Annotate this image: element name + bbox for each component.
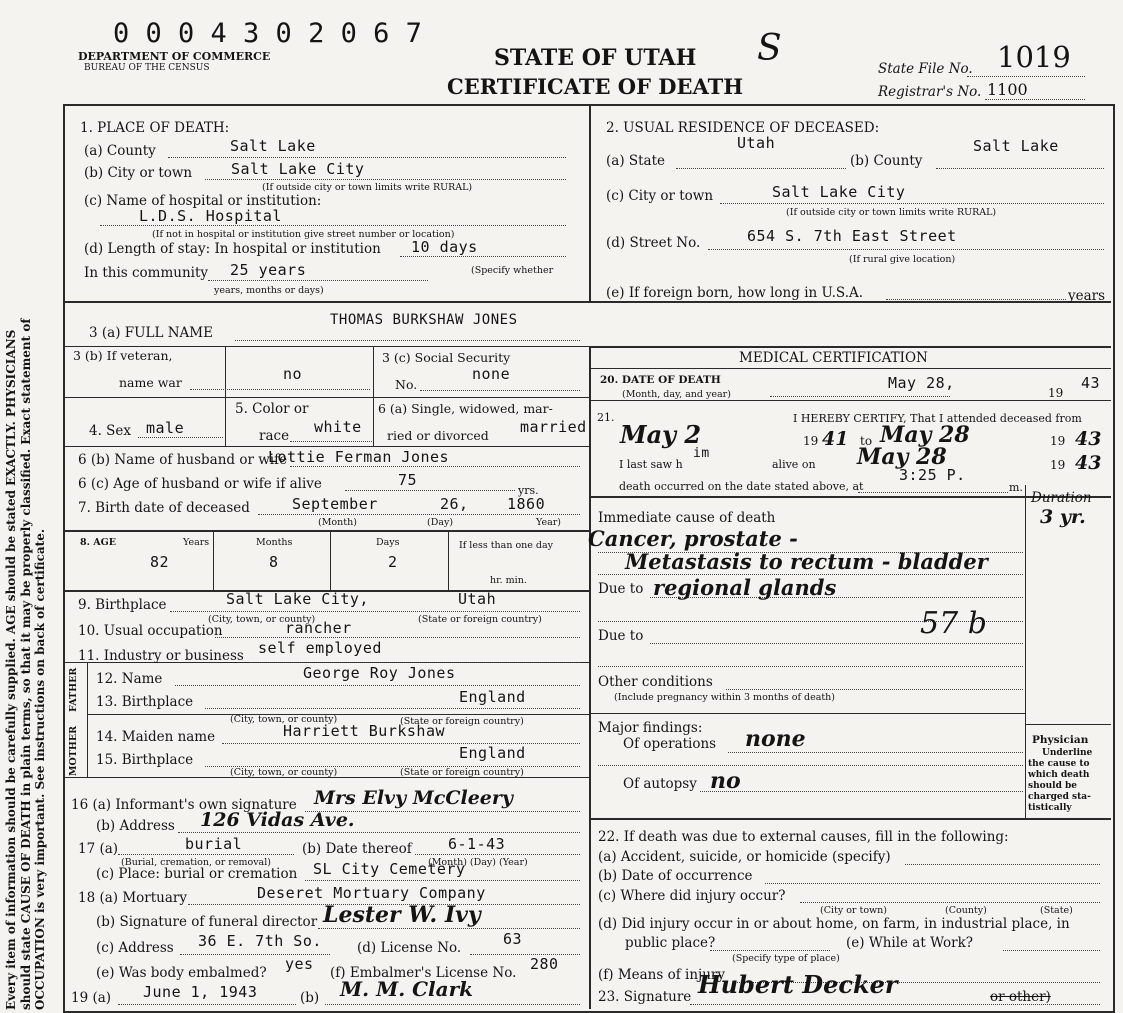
death-city-value: Salt Lake City: [231, 160, 365, 178]
rule-medhead-top: [589, 346, 1111, 348]
signature-label: 23. Signature: [598, 989, 692, 1005]
bp-state-note: (State or foreign country): [418, 614, 542, 625]
death-date-label: 20. DATE OF DEATH: [600, 374, 721, 386]
hospital-note: (If not in hospital or institution give street number or location): [152, 229, 455, 240]
external-a: (a) Accident, suicide, or homicide (specify): [598, 849, 891, 865]
stay-label: (d) Length of stay: In hospital or institution: [84, 241, 381, 257]
age-years-value: 82: [150, 553, 170, 571]
burial-date-label: (b) Date thereof: [302, 841, 412, 857]
registrar-signature: M. M. Clark: [340, 977, 473, 1001]
occupation-value: rancher: [285, 619, 352, 637]
director-signature: Lester W. Ivy: [323, 902, 481, 928]
physician-note-line: charged sta-: [1028, 792, 1091, 802]
physician-note-line: tistically: [1028, 803, 1072, 813]
city-label: (b) City or town: [84, 165, 193, 181]
registrar-label: Registrar's No.: [878, 84, 982, 100]
immediate-cause-label: Immediate cause of death: [598, 510, 776, 526]
birth-label: 7. Birth date of deceased: [78, 500, 250, 516]
foreign-label: (e) If foreign born, how long in U.S.A.: [606, 285, 864, 301]
full-name-value: THOMAS BURKSHAW JONES: [330, 312, 518, 328]
attended-to-year: 43: [1075, 428, 1102, 450]
medical-heading: MEDICAL CERTIFICATION: [739, 350, 928, 366]
marital-label: 6 (a) Single, widowed, mar-: [378, 401, 553, 416]
rule-name-bottom: [63, 346, 590, 347]
residence-heading: 2. USUAL RESIDENCE OF DECEASED:: [606, 120, 880, 136]
ssn-value: none: [472, 365, 511, 383]
burial-place-value: SL City Cemetery: [313, 860, 466, 878]
burial-note: (Burial, cremation, or removal): [121, 857, 271, 868]
rule-external-top: [589, 818, 1111, 820]
death-date-value: May 28,: [888, 374, 955, 392]
state-file-label: State File No.: [878, 61, 973, 77]
war-label: name war: [119, 375, 182, 390]
certify-label: I HEREBY CERTIFY, That I attended deceased from: [793, 412, 1082, 425]
rule-age-c3: [448, 530, 449, 590]
informant-label: 16 (a) Informant's own signature: [71, 797, 297, 813]
birth-year-value: 1860: [507, 495, 546, 513]
birth-month-value: September: [292, 495, 378, 513]
industry-label: 11. Industry or business: [78, 648, 244, 664]
external-city-note: (City or town): [820, 905, 887, 916]
sex-label: 4. Sex: [89, 423, 132, 439]
divider-top-vertical: [589, 104, 591, 302]
month-note: (Month): [318, 517, 357, 528]
autopsy-value: no: [710, 768, 741, 794]
operations-value: none: [745, 726, 806, 752]
external-e: (e) While at Work?: [846, 935, 974, 951]
physician-note-line: should be: [1028, 781, 1078, 791]
bp-city-note: (City, town, or county): [208, 614, 316, 625]
bureau-label: BUREAU OF THE CENSUS: [84, 63, 210, 73]
operations-label: Of operations: [623, 736, 717, 752]
mother-bp-city-note: (City, town, or county): [230, 767, 338, 778]
rule-duration-left: [1025, 485, 1026, 818]
sidebar-line-1: Every item of information should be carefully supplied. AGE should be stated EXACTLY. PHYSICIANS: [4, 329, 18, 1010]
handwritten-mark: S: [757, 28, 782, 69]
major-findings-label: Major findings:: [598, 720, 703, 736]
attended-to-label: to: [860, 434, 873, 448]
birthplace-label: 9. Birthplace: [78, 597, 167, 613]
mortuary-value: Deseret Mortuary Company: [257, 884, 486, 902]
yrs-label: yrs.: [518, 484, 539, 497]
informant-address-label: (b) Address: [96, 818, 175, 834]
physician-note-line: the cause to: [1028, 759, 1090, 769]
due-to-value: regional glands: [653, 575, 837, 600]
mortuary-label: 18 (a) Mortuary: [78, 890, 187, 906]
autopsy-label: Of autopsy: [623, 776, 697, 792]
county-label: (a) County: [84, 143, 156, 159]
years-label: years: [1068, 288, 1106, 304]
rule-sex-right: [225, 397, 226, 446]
year-note: Year): [536, 517, 561, 528]
veteran-value: no: [283, 365, 303, 383]
community-label: In this community: [84, 265, 209, 281]
parent-mother-tag: MOTHER: [68, 726, 79, 776]
physician-note-line: which death: [1028, 770, 1090, 780]
occupation-label: 10. Usual occupation: [78, 623, 223, 639]
mother-bp-label: 15. Birthplace: [96, 752, 194, 768]
external-specify-note: (Specify type of place): [732, 953, 840, 964]
res-state-value: Utah: [737, 134, 776, 152]
rule-age-c1: [213, 530, 214, 590]
informant-signature: Mrs Elvy McCleery: [314, 787, 513, 809]
specify-note: (Specify whether: [471, 265, 554, 276]
lt-day-label: If less than one day: [459, 540, 554, 551]
time-m-label: m.: [1009, 481, 1023, 494]
street-label: (d) Street No.: [606, 235, 701, 251]
res-county-label: (b) County: [850, 153, 923, 169]
duration-label: Duration: [1031, 490, 1092, 506]
rule-age-top: [63, 530, 590, 532]
external-county-note: (County): [945, 905, 987, 916]
hospital-value: L.D.S. Hospital: [139, 207, 282, 225]
marital-label-2: ried or divorced: [387, 428, 489, 443]
mother-name-value: Harriett Burkshaw: [283, 722, 446, 740]
burial-date-value: 6-1-43: [448, 835, 506, 853]
death-time-value: 3:25 P.: [899, 466, 966, 484]
res-state-label: (a) State: [606, 153, 666, 169]
sex-value: male: [146, 419, 185, 437]
external-state-note: (State): [1040, 905, 1073, 916]
last-saw-year-prefix: 19: [1050, 458, 1066, 472]
mortuary-address-value: 36 E. 7th So.: [198, 932, 322, 950]
age-months-value: 8: [269, 553, 279, 571]
physician-title: Physician: [1032, 734, 1089, 746]
mother-bp-state-note: (State or foreign country): [400, 767, 524, 778]
rule-age-c2: [330, 530, 331, 590]
birthplace-state-value: Utah: [458, 590, 497, 608]
full-name-label: 3 (a) FULL NAME: [89, 325, 213, 341]
certificate-number: 0 0 0 4 3 0 2 0 6 7: [113, 18, 422, 49]
rule-findings-top: [589, 713, 1025, 714]
spouse-age-label: 6 (c) Age of husband or wife if alive: [78, 476, 322, 492]
physician-signature: Hubert Decker: [698, 970, 898, 999]
department-label: DEPARTMENT OF COMMERCE: [78, 50, 271, 63]
veteran-label: 3 (b) If veteran,: [73, 348, 173, 363]
street-value: 654 S. 7th East Street: [747, 227, 957, 245]
death-year-prefix: 19: [1048, 386, 1064, 400]
res-city-value: Salt Lake City: [772, 183, 906, 201]
license-value: 63: [503, 930, 523, 948]
spouse-label: 6 (b) Name of husband or wife: [78, 452, 288, 468]
community-value: 25 years: [230, 261, 307, 279]
mother-name-label: 14. Maiden name: [96, 729, 216, 745]
industry-value: self employed: [258, 639, 382, 657]
ssn-label: 3 (c) Social Security: [382, 350, 511, 365]
father-bp-label: 13. Birthplace: [96, 694, 194, 710]
parent-father-tag: FATHER: [68, 667, 79, 712]
burial-date-note: (Month) (Day) (Year): [428, 857, 528, 868]
father-bp-state-note: (State or foreign country): [400, 716, 524, 727]
rural-note: (If rural give location): [849, 254, 956, 265]
rule-physician-top: [1025, 724, 1111, 725]
state-title: STATE OF UTAH: [494, 45, 697, 71]
birth-day-value: 26,: [440, 495, 469, 513]
last-saw-year: 43: [1075, 452, 1102, 474]
external-b: (b) Date of occurrence: [598, 868, 753, 884]
hospital-label: (c) Name of hospital or institution:: [84, 193, 322, 209]
age-label: 8. AGE: [80, 537, 116, 548]
occurred-label: death occurred on the date stated above, at: [619, 480, 864, 493]
age-days-label: Days: [376, 537, 400, 548]
birthplace-city-value: Salt Lake City,: [226, 590, 369, 608]
embalmed-value: yes: [285, 955, 314, 973]
day-note: (Day): [427, 517, 454, 528]
cause-code: 57 b: [920, 606, 987, 641]
rule-date-bottom: [589, 400, 1111, 401]
rule-sex-bottom: [63, 446, 590, 447]
father-bp-value: England: [459, 688, 526, 706]
external-d1: (d) Did injury occur in or about home, on farm, in industrial place, in: [598, 916, 1070, 932]
due-to-label: Due to: [598, 581, 644, 597]
mortuary-address-label: (c) Address: [96, 940, 174, 956]
attended-from-year: 41: [822, 428, 849, 450]
immediate-cause-value: Cancer, prostate -: [588, 526, 798, 551]
rule-medhead-bottom: [589, 368, 1111, 369]
alive-on-label: alive on: [772, 458, 816, 471]
informant-address-value: 126 Vidas Ave.: [200, 809, 355, 831]
rule-vet-bottom: [63, 397, 590, 398]
father-name-label: 12. Name: [96, 671, 163, 687]
burial-value: burial: [185, 835, 243, 853]
burial-place-label: (c) Place: burial or cremation: [96, 866, 298, 882]
city-note: (If outside city or town limits write RURAL): [262, 182, 473, 193]
embalmer-license-label: (f) Embalmer's License No.: [330, 965, 517, 981]
last-saw-pronoun: im: [693, 446, 710, 461]
other-conditions-note: (Include pregnancy within 3 months of death): [614, 692, 836, 703]
physician-note: [1028, 748, 1092, 814]
external-c: (c) Where did injury occur?: [598, 888, 786, 904]
sidebar-line-2: should state CAUSE OF DEATH in plain terms, so that it may be properly classified. Exact statement of: [18, 318, 33, 1010]
burial-label: 17 (a): [78, 841, 119, 857]
res-city-note: (If outside city or town limits write RURAL): [786, 207, 997, 218]
rule-vet-left: [225, 346, 226, 398]
attended-from-year-prefix: 19: [803, 434, 819, 448]
father-name-value: George Roy Jones: [303, 664, 456, 682]
ssn-no-label: No.: [395, 377, 418, 392]
res-city-label: (c) City or town: [606, 188, 714, 204]
embalmed-label: (e) Was body embalmed?: [96, 965, 267, 981]
father-bp-city-note: (City, town, or county): [230, 714, 338, 725]
divider-row1-bottom: [63, 301, 1111, 303]
rule-vet-right: [373, 346, 374, 446]
external-d2: public place?: [625, 935, 716, 951]
registrar-number: 1100: [987, 80, 1028, 99]
death-year-value: 43: [1081, 374, 1101, 392]
immediate-cause-value-2: Metastasis to rectum - bladder: [625, 549, 988, 574]
certificate-title: CERTIFICATE OF DEATH: [447, 74, 744, 99]
filed-label: 19 (a): [71, 990, 112, 1006]
age-years-label: Years: [183, 537, 210, 548]
sidebar-instructions: [4, 50, 48, 1010]
filed-date-value: June 1, 1943: [143, 983, 258, 1001]
state-file-number: 1019: [997, 40, 1071, 74]
director-label: (b) Signature of funeral director: [96, 914, 318, 930]
color-label: 5. Color or: [235, 401, 309, 417]
certify-number: 21.: [597, 411, 615, 424]
place-of-death-heading: 1. PLACE OF DEATH:: [80, 120, 230, 136]
rule-parents-left: [87, 662, 88, 777]
death-date-note: (Month, day, and year): [622, 389, 731, 400]
external-f: (f) Means of injury: [598, 967, 725, 983]
duration-value: 3 yr.: [1040, 506, 1086, 528]
marital-value: married: [520, 418, 587, 436]
embalmer-license-value: 280: [530, 955, 559, 973]
mother-bp-value: England: [459, 744, 526, 762]
other-conditions-label: Other conditions: [598, 674, 713, 690]
race-label: race: [259, 428, 290, 444]
res-county-value: Salt Lake: [973, 137, 1059, 155]
or-other-label: or other): [990, 989, 1051, 1005]
spouse-age-value: 75: [398, 471, 418, 489]
license-label: (d) License No.: [357, 940, 462, 956]
stay-value: 10 days: [411, 238, 478, 256]
rule-parents-mid: [87, 714, 590, 715]
race-value: white: [314, 418, 362, 436]
spouse-value: Lottie Ferman Jones: [268, 448, 450, 466]
specify-note-2: years, months or days): [214, 285, 324, 296]
age-months-label: Months: [256, 537, 293, 548]
due-to-2-label: Due to: [598, 628, 644, 644]
age-days-value: 2: [388, 553, 398, 571]
sidebar-line-3: OCCUPATION is very important. See instructions on back of certificate.: [33, 528, 47, 1010]
external-heading: 22. If death was due to external causes, fill in the following:: [598, 829, 1009, 845]
attended-to-year-prefix: 19: [1050, 434, 1066, 448]
physician-note-line: Underline: [1042, 748, 1093, 758]
filed-b-label: (b): [300, 990, 320, 1006]
last-saw-value: May 28: [857, 444, 947, 470]
attended-to-value: May 28: [880, 422, 970, 448]
last-saw-label: I last saw h: [619, 458, 683, 471]
hr-min-label: hr. min.: [490, 575, 527, 586]
attended-from-value: May 2: [620, 420, 702, 449]
death-county-value: Salt Lake: [230, 137, 316, 155]
